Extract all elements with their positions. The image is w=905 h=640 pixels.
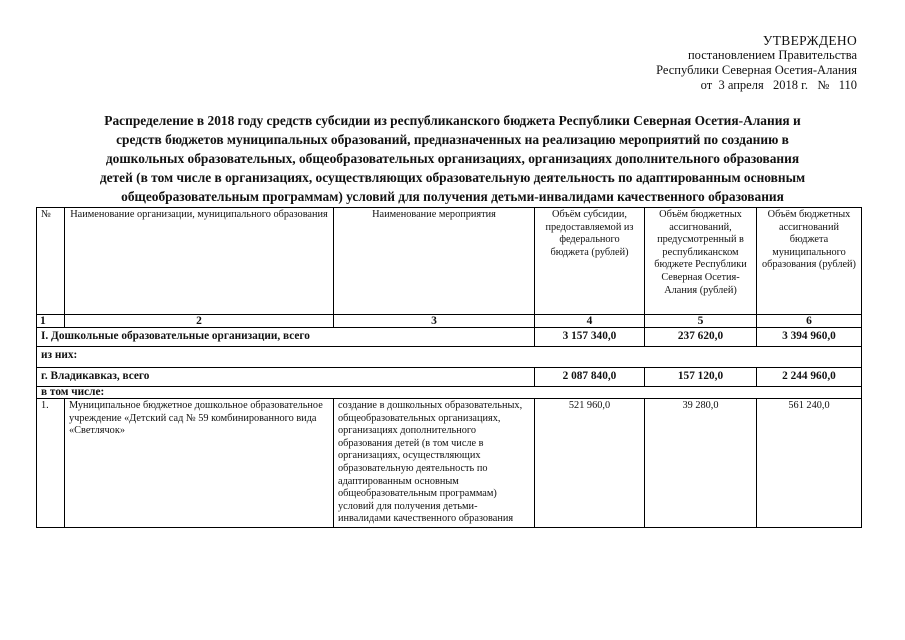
title-line: дошкольных образовательных, общеобразовательных организациях, организациях дополнительного образования: [105, 151, 800, 166]
approval-heading: УТВЕРЖДЕНО: [762, 33, 857, 48]
including-row: [37, 387, 862, 399]
city-total-row: [37, 368, 862, 387]
section-total-federal: 3 157 340,0: [535, 328, 645, 347]
table-header-row: [37, 208, 862, 315]
section-total-municipal: 3 394 960,0: [757, 328, 862, 347]
item-federal: 521 960,0: [535, 399, 645, 528]
header-org: Наименование организации, муниципального образования: [65, 208, 334, 315]
approval-line-decree: постановлением Правительства: [687, 48, 857, 62]
title-line: детей (в том числе в организациях, осуществляющих образовательную деятельность по адаптированным основным: [99, 170, 806, 185]
item-org: Муниципальное бюджетное дошкольное образовательное учреждение «Детский сад № 59 комбинированного вида «Светлячок»: [65, 399, 334, 528]
document-title: [30, 111, 875, 206]
title-line: средств бюджетов муниципальных образований, предназначенных на реализацию мероприятий по созданию в: [116, 132, 789, 147]
section-total-republic: 237 620,0: [645, 328, 757, 347]
header-federal: Объём субсидии, предоставляемой из федерального бюджета (рублей): [535, 208, 645, 315]
item-measure: создание в дошкольных образовательных, общеобразовательных организациях, организациях дополнительного образования детей (в том числе в организациях, осуществляющих образовательную деятельность по адаптированным основным общеобразовательным программам) условий для получения детьми-инвалидами качественного образования: [334, 399, 535, 528]
header-no: №: [37, 208, 65, 315]
item-republic: 39 280,0: [645, 399, 757, 528]
column-number: 2: [65, 315, 334, 328]
item-number: 1.: [37, 399, 65, 528]
column-number: 3: [334, 315, 535, 328]
section-total-row: [37, 328, 862, 347]
column-number: 4: [535, 315, 645, 328]
of-them-label: из них:: [37, 347, 862, 368]
city-total-republic: 157 120,0: [645, 368, 757, 387]
header-measure: Наименование мероприятия: [334, 208, 535, 315]
city-total-label: г. Владикавказ, всего: [37, 368, 535, 387]
item-municipal: 561 240,0: [757, 399, 862, 528]
of-them-row: [37, 347, 862, 368]
distribution-table: [36, 207, 862, 528]
title-line: общеобразовательным программам) условий для получения детьми-инвалидами качественного образования: [121, 189, 784, 204]
column-number: 6: [757, 315, 862, 328]
table-row: [37, 399, 862, 528]
column-number-row: [37, 315, 862, 328]
approval-line-republic: Республики Северная Осетия-Алания: [656, 63, 857, 77]
section-total-label: I. Дошкольные образовательные организации, всего: [37, 328, 535, 347]
city-total-federal: 2 087 840,0: [535, 368, 645, 387]
header-municipal: Объём бюджетных ассигнований бюджета муниципального образования (рублей): [757, 208, 862, 315]
city-total-municipal: 2 244 960,0: [757, 368, 862, 387]
title-line: Распределение в 2018 году средств субсидии из республиканского бюджета Республики Северная Осетия-Алания и: [104, 113, 801, 128]
header-republic: Объём бюджетных ассигнований, предусмотренный в республиканском бюджете Республики Северная Осетия-Алания (рублей): [645, 208, 757, 315]
including-label: в том числе:: [37, 387, 862, 399]
column-number: 1: [37, 315, 65, 328]
approval-line-date-number: от 3 апреля 2018 г. № 110: [700, 78, 857, 92]
column-number: 5: [645, 315, 757, 328]
approval-stamp: [656, 33, 857, 93]
